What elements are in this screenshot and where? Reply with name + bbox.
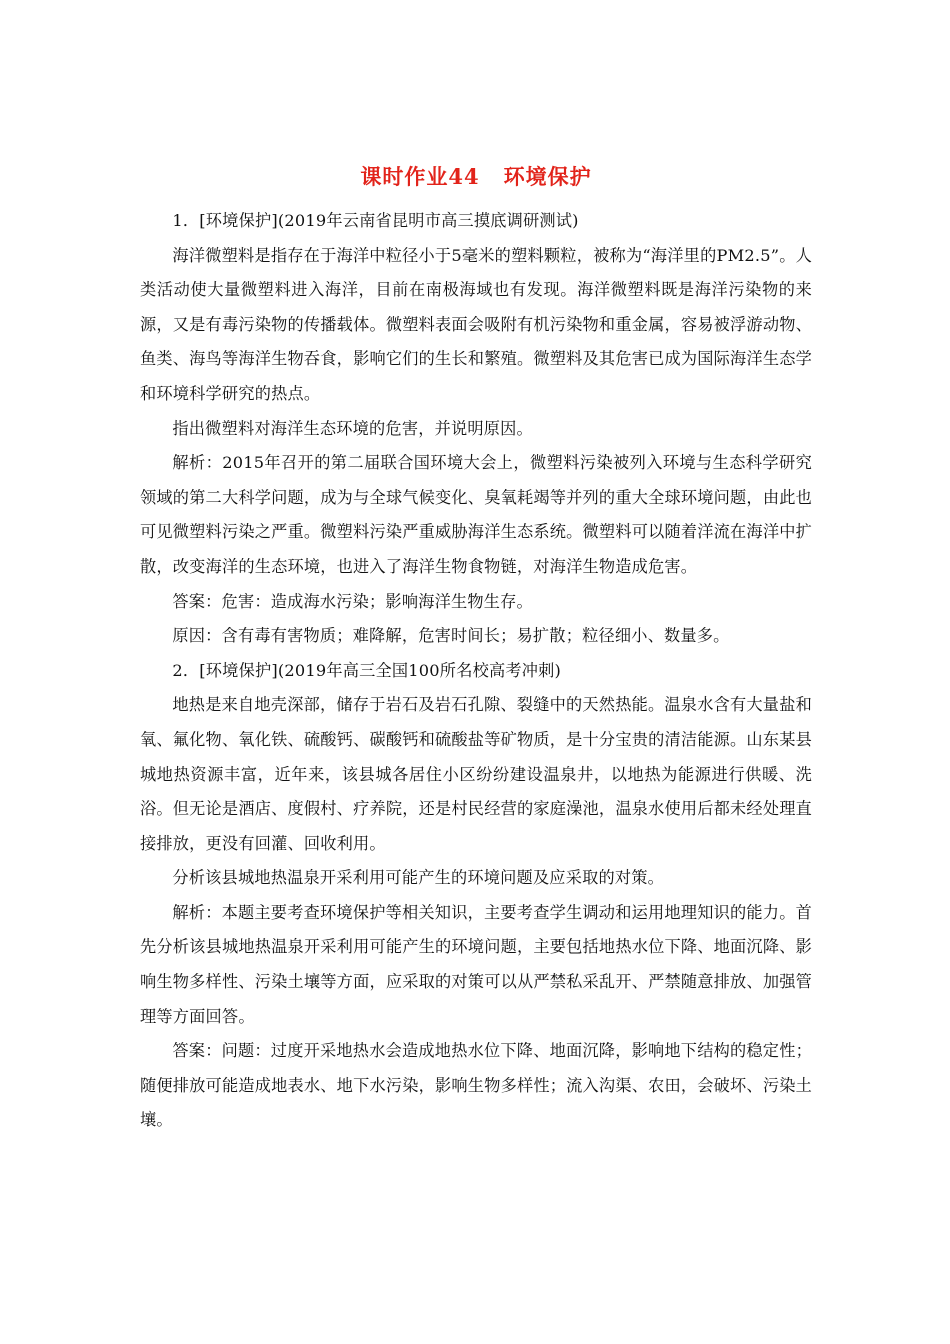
question-2-prompt: 分析该县城地热温泉开采利用可能产生的环境问题及应采取的对策。 bbox=[172, 868, 665, 888]
title-main: 环境保护 bbox=[503, 164, 592, 189]
question-1-header: 1．[环境保护](2019年云南省昆明市高三摸底调研测试) bbox=[172, 211, 579, 230]
question-1-answer: 答案：危害：造成海水污染；影响海洋生物生存。 bbox=[172, 591, 533, 611]
question-2-material: 地热是来自地壳深部，储存于岩石及岩石孔隙、裂缝中的天然热能。温泉水含有大量盐和氧、氟化物、氧化铁、硫酸钙、碳酸钙和硫酸盐等矿物质，是十分宝贵的清洁能源。山东某县城地热资源丰富，近年来，该县城各居住小区纷纷建设温泉井，以地热为能源进行供暖、洗浴。但无论是酒店、度假村、疗养院，还是村民经营的家庭澡池，温泉水使用后都未经处理直接排放，更没有回灌、回收利用。 bbox=[140, 695, 812, 853]
question-2-analysis: 解析：本题主要考查环境保护等相关知识，主要考查学生调动和运用地理知识的能力。首先分析该县城地热温泉开采利用可能产生的环境问题，主要包括地热水位下降、地面沉降、影响生物多样性、污染土壤等方面，应采取的对策可以从严禁私采乱开、严禁随意排放、加强管理等方面回答。 bbox=[140, 902, 812, 1026]
question-1-material: 海洋微塑料是指存在于海洋中粒径小于5毫米的塑料颗粒，被称为“海洋里的PM2.5”。人类活动使大量微塑料进入海洋，目前在南极海域也有发现。海洋微塑料既是海洋污染物的来源，又是有毒污染物的传播载体。微塑料表面会吸附有机污染物和重金属，容易被浮游动物、鱼类、海鸟等海洋生物吞食，影响它们的生长和繁殖。微塑料及其危害已成为国际海洋生态学和环境科学研究的热点。 bbox=[140, 245, 812, 403]
question-2-header: 2．[环境保护](2019年高三全国100所名校高考冲刺) bbox=[172, 660, 562, 680]
title-prefix: 课时作业44 bbox=[360, 164, 480, 189]
question-1-analysis: 解析：2015年召开的第二届联合国环境大会上，微塑料污染被列入环境与生态科学研究领域的第二大科学问题，成为与全球气候变化、臭氧耗竭等并列的重大全球环境问题，由此也可见微塑料污染之严重。微塑料污染严重威胁海洋生态系统。微塑料可以随着洋流在海洋中扩散，改变海洋的生态环境，也进入了海洋生物食物链，对海洋生物造成危害。 bbox=[140, 453, 812, 576]
page-title bbox=[140, 158, 812, 196]
question-1-reason: 原因：含有毒有害物质；难降解，危害时间长；易扩散；粒径细小、数量多。 bbox=[172, 626, 730, 646]
question-1-prompt: 指出微塑料对海洋生态环境的危害，并说明原因。 bbox=[172, 418, 533, 438]
question-2-answer: 答案：问题：过度开采地热水会造成地热水位下降、地面沉降，影响地下结构的稳定性；随便排放可能造成地表水、地下水污染，影响生物多样性；流入沟渠、农田，会破坏、污染土壤。 bbox=[140, 1041, 812, 1130]
